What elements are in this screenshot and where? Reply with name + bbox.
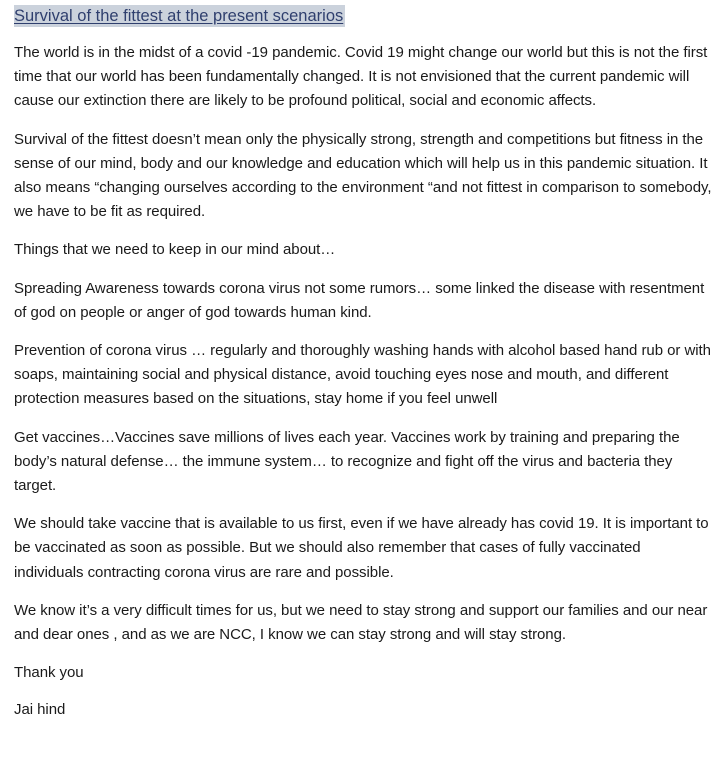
paragraph-prevention: Prevention of corona virus … regularly and thoroughly washing hands with alcohol based hand rub or with soaps, maintaining social and physical distance, avoid touching eyes nose and mouth, and different protection measures based on the situations, stay home if you feel unwell (14, 342, 711, 408)
paragraph-take-vaccine: We should take vaccine that is available to us first, even if we have already has covid 19. It is important to be vaccinated as soon as possible. But we should also remember that cases of fully vaccinated individuals contracting corona virus are rare and possible. (14, 515, 709, 581)
paragraph-get-vaccines: Get vaccines…Vaccines save millions of lives each year. Vaccines work by training and preparing the body’s natural defense… the immune system… to recognize and fight off the virus and bacteria they target. (14, 428, 680, 495)
paragraph-stay-strong: We know it’s a very difficult times for us, but we need to stay strong and support our families and our near and dear ones , and as we are NCC, I know we can stay strong and will stay strong. (14, 601, 708, 644)
paragraph-thank-you: Thank you (14, 664, 84, 682)
paragraph-spreading-awareness: Spreading Awareness towards corona virus not some rumors… some linked the disease with resentment of god on people or anger of god towards human kind. (14, 279, 705, 321)
paragraph-things-to-keep: Things that we need to keep in our mind about… (14, 241, 336, 259)
document-title: Survival of the fittest at the present scenarios (14, 7, 344, 25)
paragraph-jai-hind: Jai hind (14, 701, 66, 719)
paragraph-intro: The world is in the midst of a covid -19 pandemic. Covid 19 might change our world but this is not the first time that our world has been fundamentally changed. It is not envisioned that the current pandemic will cause our extinction there are likely to be profound political, social and economic affects. (14, 44, 708, 110)
paragraph-survival-meaning: Survival of the fittest doesn’t mean only the physically strong, strength and competitions but fitness in the sense of our mind, body and our knowledge and education which will help us in this pandemic situation. It also means “changing ourselves according to the environment “and not fittest in comparison to somebody, we have to be fit as required. (14, 130, 712, 221)
